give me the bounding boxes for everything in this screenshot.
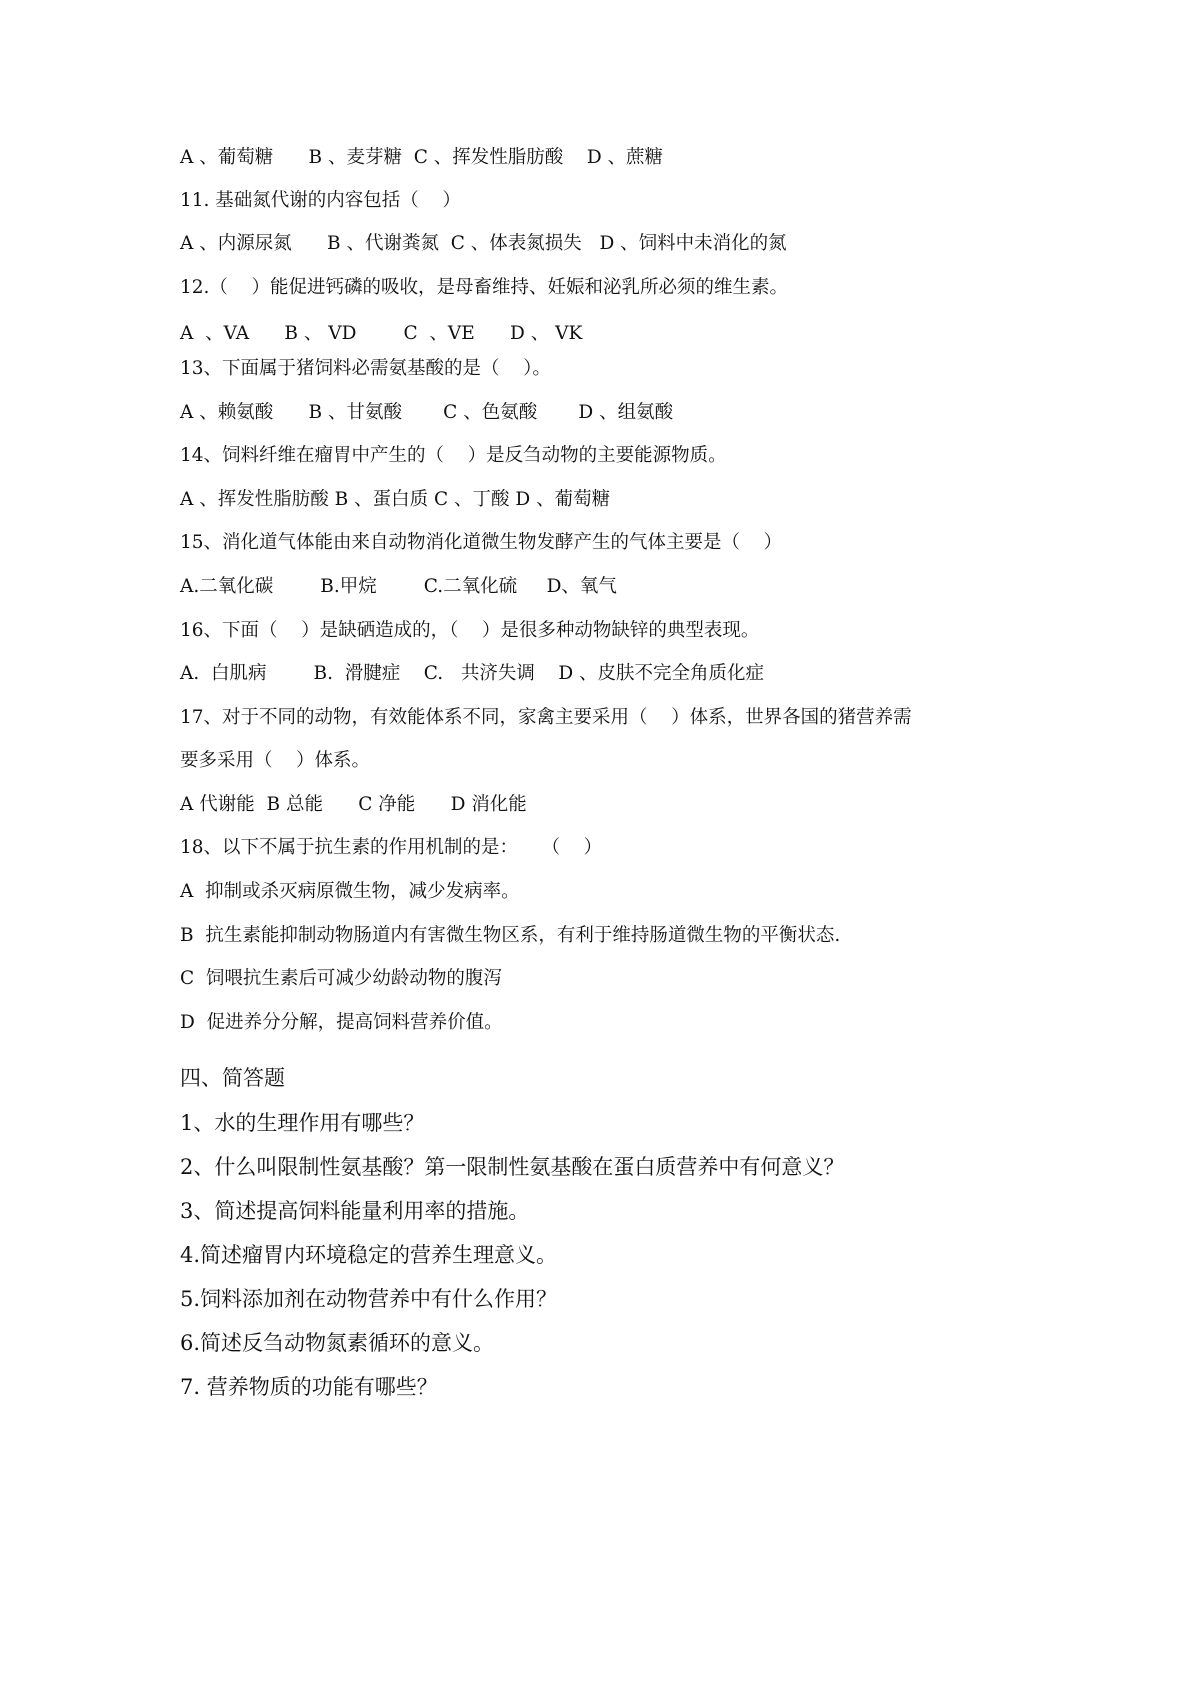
q13-question: 13、下面属于猪饲料必需氨基酸的是（ ）。 [180, 358, 551, 379]
short-answer-item: 3、简述提高饲料能量利用率的措施。 [180, 1199, 530, 1223]
q12-question: 12.（ ）能促进钙磷的吸收，是母畜维持、妊娠和泌乳所必须的维生素。 [180, 277, 788, 298]
q16-options: A. 白肌病 B. 滑腱症 C. 共济失调 D 、皮肤不完全角质化症 [180, 663, 765, 684]
short-answer-item: 6.简述反刍动物氮素循环的意义。 [180, 1331, 495, 1355]
short-answer-item: 5.饲料添加剂在动物营养中有什么作用？ [180, 1287, 558, 1311]
q18-option-a: A 抑制或杀灭病原微生物，减少发病率。 [180, 881, 520, 902]
q18-question: 18、以下不属于抗生素的作用机制的是： （ ） [180, 837, 603, 858]
q18-option-c: C 饲喂抗生素后可减少幼龄动物的腹泻 [180, 968, 502, 989]
q18-option-d: D 促进养分分解，提高饲料营养价值。 [180, 1012, 503, 1033]
q12-options: A 、VA B 、 VD C 、VE D 、 VK [180, 323, 583, 344]
q16-question: 16、下面（ ）是缺硒造成的，（ ）是很多种动物缺锌的典型表现。 [180, 620, 760, 641]
q17-question-line2: 要多采用（ ）体系。 [180, 750, 371, 771]
short-answer-item: 4.简述瘤胃内环境稳定的营养生理意义。 [180, 1243, 558, 1267]
q14-options: A 、挥发性脂肪酸 B 、蛋白质 C 、丁酸 D 、葡萄糖 [180, 489, 611, 510]
q17-options: A 代谢能 B 总能 C 净能 D 消化能 [180, 794, 527, 815]
q15-options: A.二氧化碳 B.甲烷 C.二氧化硫 D、氧气 [180, 576, 617, 597]
short-answer-item: 2、什么叫限制性氨基酸？第一限制性氨基酸在蛋白质营养中有何意义？ [180, 1155, 845, 1179]
q13-options: A 、赖氨酸 B 、甘氨酸 C 、色氨酸 D 、组氨酸 [180, 402, 674, 423]
q14-question: 14、饲料纤维在瘤胃中产生的（ ）是反刍动物的主要能源物质。 [180, 445, 727, 466]
short-answer-item: 1、水的生理作用有哪些？ [180, 1111, 425, 1135]
section-heading-short-answer: 四、简答题 [180, 1066, 285, 1090]
q17-question-line1: 17、对于不同的动物，有效能体系不同，家禽主要采用（ ）体系，世界各国的猪营养需 [180, 707, 912, 728]
q11-options: A 、内源尿氮 B 、代谢粪氮 C 、体表氮损失 D 、饲料中未消化的氮 [180, 233, 787, 254]
q11-question: 11. 基础氮代谢的内容包括（ ） [180, 190, 461, 211]
q10-options: A 、葡萄糖 B 、麦芽糖 C 、挥发性脂肪酸 D 、蔗糖 [180, 147, 664, 168]
short-answer-item: 7. 营养物质的功能有哪些？ [180, 1375, 438, 1399]
q18-option-b: B 抗生素能抑制动物肠道内有害微生物区系，有利于维持肠道微生物的平衡状态. [180, 925, 841, 946]
q15-question: 15、消化道气体能由来自动物消化道微生物发酵产生的气体主要是（ ） [180, 532, 783, 553]
